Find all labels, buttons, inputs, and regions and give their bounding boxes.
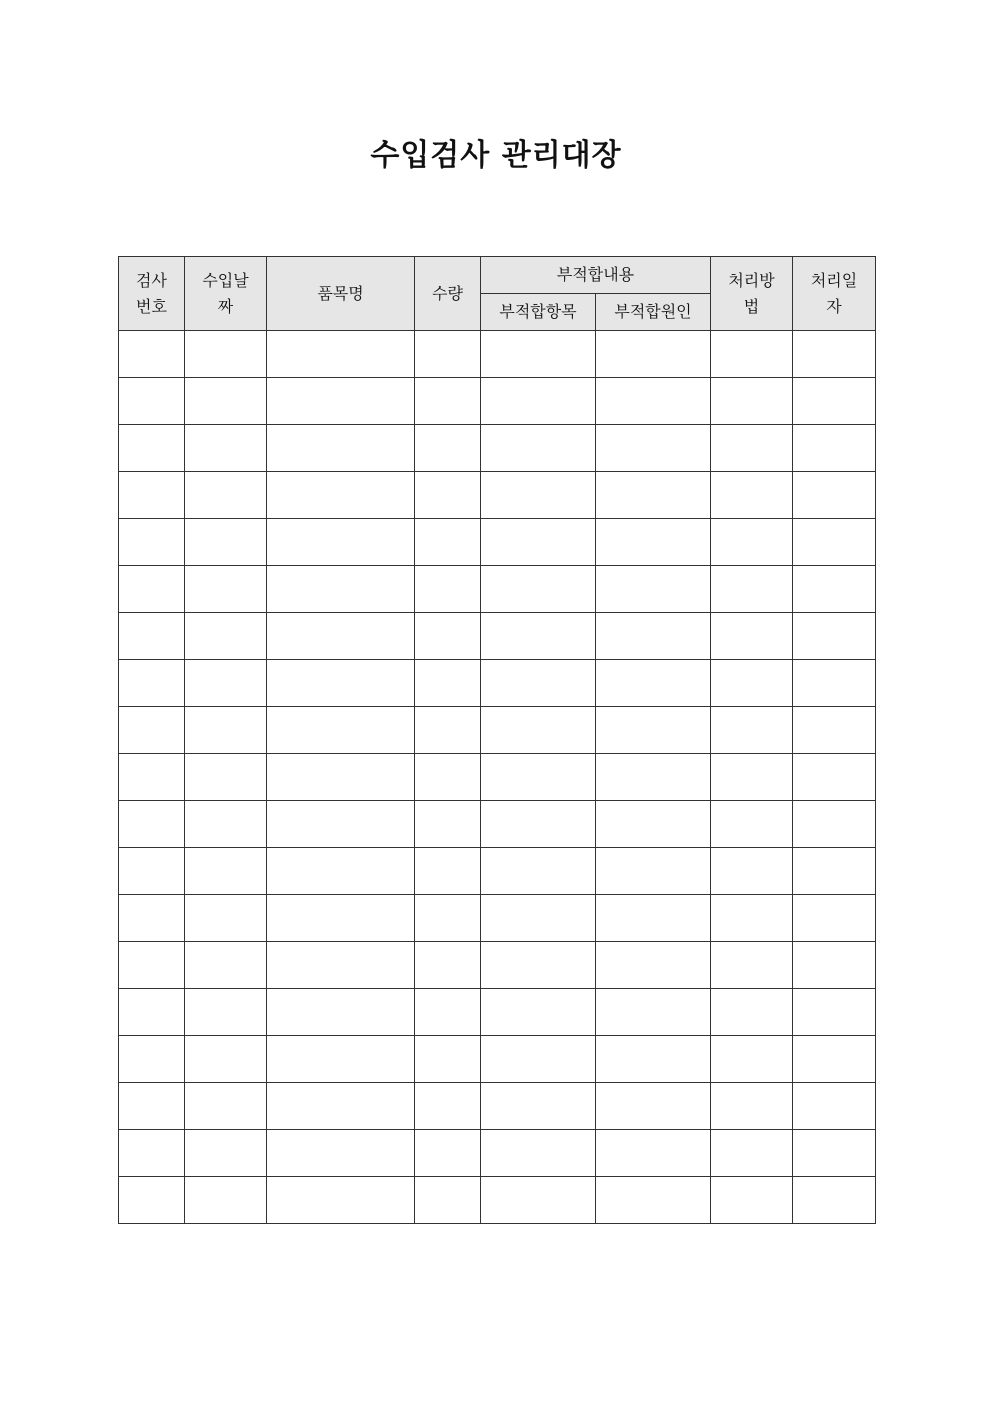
table-row <box>119 519 876 566</box>
cell-quantity[interactable] <box>415 707 481 754</box>
cell-nonconformity-cause[interactable] <box>596 801 711 848</box>
cell-quantity[interactable] <box>415 660 481 707</box>
cell-inspection-no[interactable] <box>119 613 185 660</box>
cell-disposition[interactable] <box>711 707 793 754</box>
cell-inspection-no[interactable] <box>119 472 185 519</box>
cell-item-name[interactable] <box>267 425 415 472</box>
table-row <box>119 613 876 660</box>
cell-quantity[interactable] <box>415 472 481 519</box>
cell-inspection-no[interactable] <box>119 1036 185 1083</box>
header-inspection-no: 검사 번호 <box>119 257 185 331</box>
header-receipt-date: 수입날 짜 <box>185 257 267 331</box>
document-title: 수입검사 관리대장 <box>370 138 622 173</box>
cell-inspection-no[interactable] <box>119 848 185 895</box>
cell-disposition-date[interactable] <box>793 801 876 848</box>
cell-receipt-date[interactable] <box>185 1177 267 1224</box>
cell-quantity[interactable] <box>415 425 481 472</box>
cell-receipt-date[interactable] <box>185 660 267 707</box>
cell-nonconformity-cause[interactable] <box>596 1130 711 1177</box>
cell-item-name[interactable] <box>267 895 415 942</box>
cell-nonconformity-item[interactable] <box>481 801 596 848</box>
cell-item-name[interactable] <box>267 801 415 848</box>
cell-inspection-no[interactable] <box>119 660 185 707</box>
cell-disposition[interactable] <box>711 1177 793 1224</box>
table-row <box>119 801 876 848</box>
cell-quantity[interactable] <box>415 895 481 942</box>
cell-nonconformity-cause[interactable] <box>596 660 711 707</box>
cell-receipt-date[interactable] <box>185 801 267 848</box>
table-row <box>119 895 876 942</box>
cell-nonconformity-item[interactable] <box>481 848 596 895</box>
cell-nonconformity-item[interactable] <box>481 331 596 378</box>
cell-quantity[interactable] <box>415 942 481 989</box>
cell-nonconformity-item[interactable] <box>481 1083 596 1130</box>
cell-nonconformity-item[interactable] <box>481 942 596 989</box>
cell-disposition-date[interactable] <box>793 613 876 660</box>
cell-nonconformity-cause[interactable] <box>596 425 711 472</box>
cell-inspection-no[interactable] <box>119 801 185 848</box>
cell-disposition-date[interactable] <box>793 425 876 472</box>
cell-quantity[interactable] <box>415 1036 481 1083</box>
cell-item-name[interactable] <box>267 1083 415 1130</box>
cell-nonconformity-cause[interactable] <box>596 707 711 754</box>
table-row <box>119 1130 876 1177</box>
header-disposition: 처리방 법 <box>711 257 793 331</box>
cell-quantity[interactable] <box>415 801 481 848</box>
cell-disposition-date[interactable] <box>793 1177 876 1224</box>
cell-disposition-date[interactable] <box>793 989 876 1036</box>
cell-nonconformity-cause[interactable] <box>596 754 711 801</box>
cell-receipt-date[interactable] <box>185 613 267 660</box>
cell-nonconformity-item[interactable] <box>481 895 596 942</box>
cell-item-name[interactable] <box>267 566 415 613</box>
cell-nonconformity-cause[interactable] <box>596 895 711 942</box>
cell-disposition-date[interactable] <box>793 895 876 942</box>
header-nonconformity-cause: 부적합원인 <box>596 294 711 331</box>
cell-receipt-date[interactable] <box>185 472 267 519</box>
cell-nonconformity-item[interactable] <box>481 660 596 707</box>
cell-item-name[interactable] <box>267 613 415 660</box>
cell-inspection-no[interactable] <box>119 942 185 989</box>
cell-item-name[interactable] <box>267 472 415 519</box>
cell-disposition-date[interactable] <box>793 1083 876 1130</box>
cell-inspection-no[interactable] <box>119 895 185 942</box>
table-row <box>119 1177 876 1224</box>
cell-disposition[interactable] <box>711 989 793 1036</box>
cell-disposition-date[interactable] <box>793 331 876 378</box>
table-row <box>119 754 876 801</box>
cell-nonconformity-item[interactable] <box>481 754 596 801</box>
cell-nonconformity-item[interactable] <box>481 472 596 519</box>
cell-disposition-date[interactable] <box>793 848 876 895</box>
cell-disposition-date[interactable] <box>793 1130 876 1177</box>
cell-receipt-date[interactable] <box>185 707 267 754</box>
cell-inspection-no[interactable] <box>119 519 185 566</box>
cell-receipt-date[interactable] <box>185 895 267 942</box>
cell-disposition[interactable] <box>711 754 793 801</box>
table-row <box>119 1036 876 1083</box>
header-quantity: 수량 <box>415 257 481 331</box>
table-row <box>119 331 876 378</box>
cell-disposition[interactable] <box>711 801 793 848</box>
cell-nonconformity-cause[interactable] <box>596 989 711 1036</box>
cell-disposition[interactable] <box>711 378 793 425</box>
cell-receipt-date[interactable] <box>185 1083 267 1130</box>
cell-disposition[interactable] <box>711 425 793 472</box>
cell-disposition[interactable] <box>711 660 793 707</box>
cell-inspection-no[interactable] <box>119 1177 185 1224</box>
cell-quantity[interactable] <box>415 519 481 566</box>
cell-quantity[interactable] <box>415 378 481 425</box>
inspection-ledger-table <box>118 256 876 1224</box>
cell-inspection-no[interactable] <box>119 754 185 801</box>
cell-disposition[interactable] <box>711 895 793 942</box>
cell-item-name[interactable] <box>267 1177 415 1224</box>
cell-quantity[interactable] <box>415 848 481 895</box>
cell-nonconformity-cause[interactable] <box>596 566 711 613</box>
cell-inspection-no[interactable] <box>119 331 185 378</box>
cell-nonconformity-item[interactable] <box>481 566 596 613</box>
header-nonconformity: 부적합내용 <box>481 257 711 294</box>
table-row <box>119 378 876 425</box>
cell-nonconformity-item[interactable] <box>481 519 596 566</box>
cell-quantity[interactable] <box>415 1130 481 1177</box>
cell-nonconformity-cause[interactable] <box>596 613 711 660</box>
cell-nonconformity-cause[interactable] <box>596 519 711 566</box>
cell-disposition-date[interactable] <box>793 707 876 754</box>
cell-inspection-no[interactable] <box>119 989 185 1036</box>
cell-quantity[interactable] <box>415 1083 481 1130</box>
cell-nonconformity-item[interactable] <box>481 378 596 425</box>
cell-nonconformity-cause[interactable] <box>596 848 711 895</box>
cell-disposition-date[interactable] <box>793 519 876 566</box>
cell-inspection-no[interactable] <box>119 425 185 472</box>
cell-disposition[interactable] <box>711 519 793 566</box>
cell-disposition[interactable] <box>711 613 793 660</box>
cell-nonconformity-item[interactable] <box>481 613 596 660</box>
cell-disposition[interactable] <box>711 942 793 989</box>
table-row <box>119 660 876 707</box>
cell-disposition[interactable] <box>711 331 793 378</box>
cell-item-name[interactable] <box>267 331 415 378</box>
cell-item-name[interactable] <box>267 707 415 754</box>
cell-receipt-date[interactable] <box>185 331 267 378</box>
cell-disposition[interactable] <box>711 566 793 613</box>
cell-nonconformity-item[interactable] <box>481 1130 596 1177</box>
cell-disposition-date[interactable] <box>793 754 876 801</box>
cell-nonconformity-cause[interactable] <box>596 331 711 378</box>
cell-disposition-date[interactable] <box>793 566 876 613</box>
cell-receipt-date[interactable] <box>185 378 267 425</box>
cell-quantity[interactable] <box>415 613 481 660</box>
table-row <box>119 848 876 895</box>
cell-item-name[interactable] <box>267 1130 415 1177</box>
cell-quantity[interactable] <box>415 331 481 378</box>
cell-item-name[interactable] <box>267 989 415 1036</box>
cell-disposition[interactable] <box>711 1036 793 1083</box>
cell-disposition-date[interactable] <box>793 378 876 425</box>
cell-nonconformity-item[interactable] <box>481 1177 596 1224</box>
cell-quantity[interactable] <box>415 1177 481 1224</box>
cell-disposition[interactable] <box>711 472 793 519</box>
cell-disposition-date[interactable] <box>793 1036 876 1083</box>
cell-nonconformity-cause[interactable] <box>596 1083 711 1130</box>
cell-disposition-date[interactable] <box>793 942 876 989</box>
cell-nonconformity-cause[interactable] <box>596 378 711 425</box>
table-body <box>119 331 876 1224</box>
cell-nonconformity-cause[interactable] <box>596 942 711 989</box>
cell-disposition[interactable] <box>711 848 793 895</box>
cell-item-name[interactable] <box>267 660 415 707</box>
cell-disposition[interactable] <box>711 1130 793 1177</box>
cell-item-name[interactable] <box>267 519 415 566</box>
header-item-name: 품목명 <box>267 257 415 331</box>
cell-disposition-date[interactable] <box>793 472 876 519</box>
cell-receipt-date[interactable] <box>185 519 267 566</box>
cell-item-name[interactable] <box>267 754 415 801</box>
cell-nonconformity-item[interactable] <box>481 425 596 472</box>
cell-inspection-no[interactable] <box>119 378 185 425</box>
header-row-top <box>119 257 876 294</box>
cell-inspection-no[interactable] <box>119 707 185 754</box>
cell-inspection-no[interactable] <box>119 566 185 613</box>
cell-nonconformity-item[interactable] <box>481 1036 596 1083</box>
header-nonconformity-item: 부적합항목 <box>481 294 596 331</box>
cell-nonconformity-item[interactable] <box>481 707 596 754</box>
table-row <box>119 566 876 613</box>
table-row <box>119 707 876 754</box>
cell-receipt-date[interactable] <box>185 848 267 895</box>
cell-receipt-date[interactable] <box>185 754 267 801</box>
table-row <box>119 1083 876 1130</box>
cell-item-name[interactable] <box>267 848 415 895</box>
cell-receipt-date[interactable] <box>185 566 267 613</box>
cell-receipt-date[interactable] <box>185 1130 267 1177</box>
cell-receipt-date[interactable] <box>185 425 267 472</box>
cell-item-name[interactable] <box>267 1036 415 1083</box>
cell-item-name[interactable] <box>267 378 415 425</box>
cell-receipt-date[interactable] <box>185 989 267 1036</box>
table-row <box>119 472 876 519</box>
cell-inspection-no[interactable] <box>119 1130 185 1177</box>
cell-quantity[interactable] <box>415 566 481 613</box>
cell-item-name[interactable] <box>267 942 415 989</box>
cell-receipt-date[interactable] <box>185 942 267 989</box>
cell-receipt-date[interactable] <box>185 1036 267 1083</box>
cell-disposition-date[interactable] <box>793 660 876 707</box>
header-disposition-date: 처리일 자 <box>793 257 876 331</box>
table-header <box>119 257 876 331</box>
cell-nonconformity-item[interactable] <box>481 989 596 1036</box>
cell-disposition[interactable] <box>711 1083 793 1130</box>
cell-inspection-no[interactable] <box>119 1083 185 1130</box>
cell-quantity[interactable] <box>415 754 481 801</box>
table-row <box>119 989 876 1036</box>
cell-nonconformity-cause[interactable] <box>596 1177 711 1224</box>
table-row <box>119 425 876 472</box>
cell-nonconformity-cause[interactable] <box>596 472 711 519</box>
cell-quantity[interactable] <box>415 989 481 1036</box>
cell-nonconformity-cause[interactable] <box>596 1036 711 1083</box>
table-row <box>119 942 876 989</box>
